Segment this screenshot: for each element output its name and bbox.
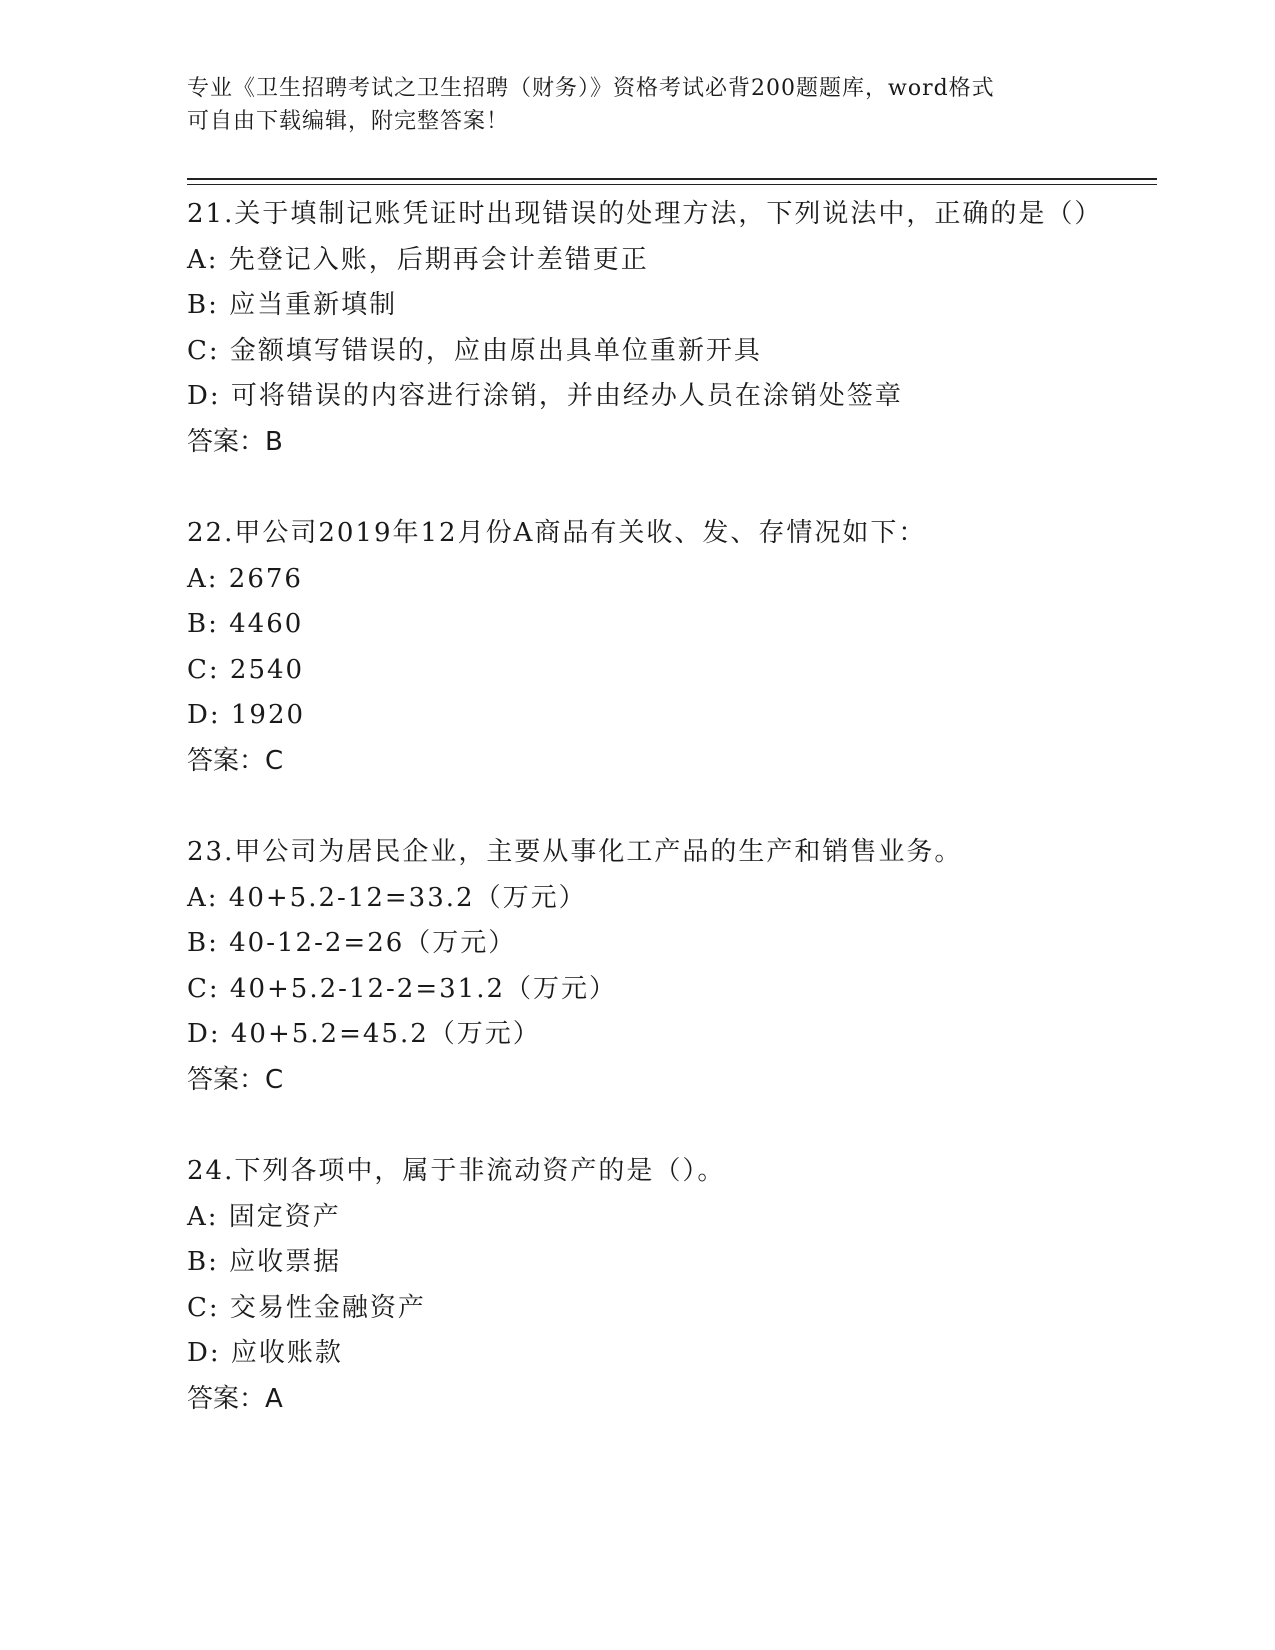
option-c: C: 2540 — [187, 654, 305, 685]
question-21 — [187, 192, 1127, 465]
header-divider-thin — [187, 184, 1157, 185]
question-title: 21.关于填制记账凭证时出现错误的处理方法，下列说法中，正确的是（） — [187, 199, 1103, 229]
document-header — [187, 72, 1087, 138]
option-d: D: 应收账款 — [187, 1338, 343, 1368]
option-a: A: 2676 — [187, 563, 303, 594]
option-b: B: 4460 — [187, 609, 304, 639]
option-a: A: 40+5.2-12=33.2（万元） — [187, 882, 587, 913]
answer: 答案：B — [187, 426, 283, 457]
option-c: C: 金额填写错误的，应由原出具单位重新开具 — [187, 335, 762, 366]
option-d: D: 1920 — [187, 700, 306, 730]
question-title: 22.甲公司2019年12月份A商品有关收、发、存情况如下： — [187, 518, 927, 548]
option-d: D: 可将错误的内容进行涂销，并由经办人员在涂销处签章 — [187, 381, 903, 411]
header-line-2: 可自由下载编辑，附完整答案！ — [187, 109, 510, 134]
option-c: C: 40+5.2-12-2=31.2（万元） — [187, 973, 618, 1004]
header-divider-thick — [187, 178, 1157, 180]
header-line-1: 专业《卫生招聘考试之卫生招聘（财务）》资格考试必背200题题库，word格式 — [187, 76, 995, 101]
answer: 答案：A — [187, 1383, 283, 1414]
question-23 — [187, 830, 1127, 1103]
question-22 — [187, 511, 1127, 784]
question-title: 23.甲公司为居民企业，主要从事化工产品的生产和销售业务。 — [187, 837, 963, 867]
answer: 答案：C — [187, 1064, 284, 1095]
option-b: B: 40-12-2=26（万元） — [187, 928, 517, 958]
option-a: A: 固定资产 — [187, 1201, 341, 1232]
question-title: 24.下列各项中，属于非流动资产的是（）。 — [187, 1156, 726, 1186]
option-b: B: 应当重新填制 — [187, 290, 398, 320]
question-24 — [187, 1149, 1127, 1422]
option-d: D: 40+5.2=45.2（万元） — [187, 1019, 541, 1049]
question-list — [187, 192, 1127, 1468]
option-b: B: 应收票据 — [187, 1247, 342, 1277]
option-c: C: 交易性金融资产 — [187, 1292, 426, 1323]
answer: 答案：C — [187, 745, 284, 776]
option-a: A: 先登记入账，后期再会计差错更正 — [187, 244, 649, 275]
